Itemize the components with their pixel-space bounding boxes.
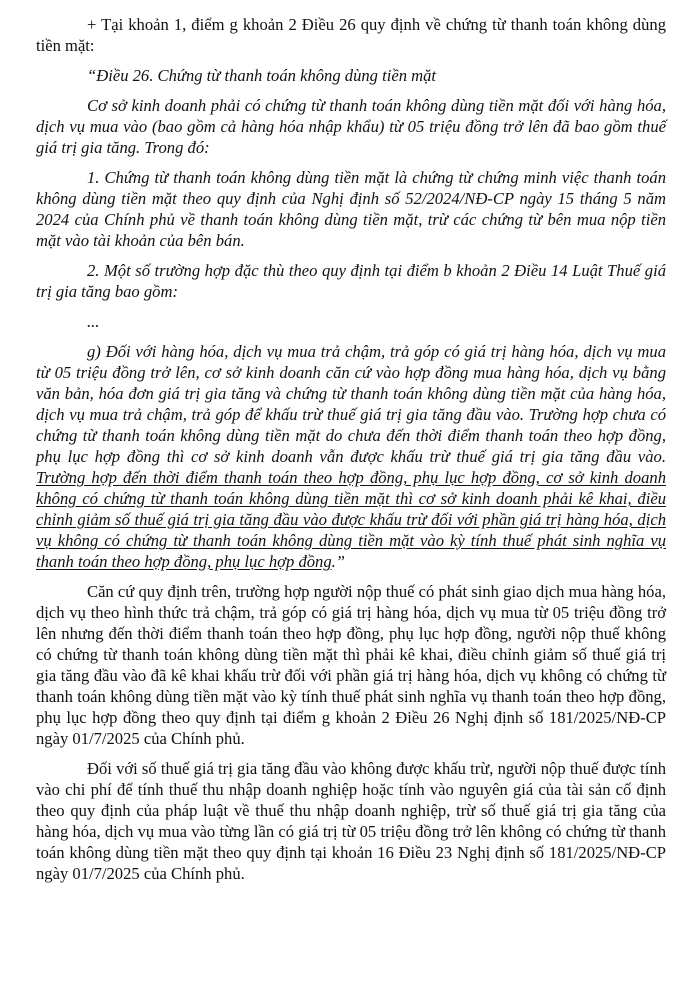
quote-paragraph-4 [36, 341, 666, 572]
quote-article-title: “Điều 26. Chứng từ thanh toán không dùng tiền mặt [87, 66, 437, 85]
intro-paragraph: + Tại khoản 1, điểm g khoản 2 Điều 26 quy định về chứng từ thanh toán không dùng tiền mặt: [36, 15, 666, 55]
quote-ellipsis: ... [87, 312, 100, 331]
quote-paragraph-2: 1. Chứng từ thanh toán không dùng tiền mặt là chứng từ chứng minh việc thanh toán không dùng tiền mặt theo quy định của Nghị định số 52/2024/NĐ-CP ngày 15 tháng 5 năm 2024 của Chính phủ về thanh toán không dùng tiền mặt, trừ các chứng từ bên mua nộp tiền mặt vào tài khoản của bên bán. [36, 168, 666, 250]
body-paragraph-2: Đối với số thuế giá trị gia tăng đầu vào không được khấu trừ, người nộp thuế được tính vào chi phí để tính thuế thu nhập doanh nghiệp hoặc tính vào nguyên giá của tài sản cố định theo quy định của pháp luật về thuế thu nhập doanh nghiệp, trừ số thuế giá trị gia tăng của hàng hóa, dịch vụ mua vào từng lần có giá trị từ 05 triệu đồng trở lên không có chứng từ thanh toán không dùng tiền mặt theo quy định tại khoản 16 Điều 23 Nghị định số 181/2025/NĐ-CP ngày 01/7/2025 của Chính phủ. [36, 759, 666, 883]
body-paragraph-1: Căn cứ quy định trên, trường hợp người nộp thuế có phát sinh giao dịch mua hàng hóa, dịch vụ theo hình thức trả chậm, trả góp có giá trị hàng hóa, dịch vụ mua từ 05 triệu đồng trở lên nhưng đến thời điểm thanh toán theo hợp đồng, phụ lục hợp đồng, người nộp thuế không có chứng từ thanh toán không dùng tiền mặt thì phải kê khai, điều chỉnh giảm số thuế giá trị gia tăng đầu vào đã kê khai khấu trừ đối với phần giá trị hàng hóa, dịch vụ không có chứng từ thanh toán không dùng tiền mặt vào kỳ tính thuế phát sinh nghĩa vụ thanh toán theo hợp đồng, phụ lục hợp đồng theo quy định tại điểm g khoản 2 Điều 26 Nghị định số 181/2025/NĐ-CP ngày 01/7/2025 của Chính phủ. [36, 582, 666, 748]
quote-paragraph-4-underlined: Trường hợp đến thời điểm thanh toán theo hợp đồng, phụ lục hợp đồng, cơ sở kinh doanh không có chứng từ thanh toán không dùng tiền mặt thì cơ sở kinh doanh phải kê khai, điều chỉnh giảm số thuế giá trị gia tăng đầu vào được khấu trừ đối với phần giá trị hàng hóa, dịch vụ không có chứng từ thanh toán không dùng tiền mặt vào kỳ tính thuế phát sinh nghĩa vụ thanh toán theo hợp đồng, phụ lục hợp đồng [36, 468, 666, 571]
quote-paragraph-4-end: .” [331, 552, 346, 571]
quote-paragraph-1: Cơ sở kinh doanh phải có chứng từ thanh toán không dùng tiền mặt đối với hàng hóa, dịch vụ mua vào (bao gồm cả hàng hóa nhập khẩu) từ 05 triệu đồng trở lên đã bao gồm thuế giá trị gia tăng. Trong đó: [36, 96, 666, 157]
quote-paragraph-4-plain: g) Đối với hàng hóa, dịch vụ mua trả chậm, trả góp có giá trị hàng hóa, dịch vụ mua từ 05 triệu đồng trở lên, cơ sở kinh doanh căn cứ vào hợp đồng mua hàng hóa, dịch vụ bằng văn bản, hóa đơn giá trị gia tăng và chứng từ thanh toán không dùng tiền mặt của hàng hóa, dịch vụ mua trả chậm, trả góp để khấu trừ thuế giá trị gia tăng đầu vào. Trường hợp chưa có chứng từ thanh toán không dùng tiền mặt do chưa đến thời điểm thanh toán theo hợp đồng, phụ lục hợp đồng thì cơ sở kinh doanh vẫn được khấu trừ thuế giá trị gia tăng đầu vào. [36, 342, 666, 466]
document-page [36, 14, 666, 893]
quote-paragraph-3: 2. Một số trường hợp đặc thù theo quy định tại điểm b khoản 2 Điều 14 Luật Thuế giá trị gia tăng bao gồm: [36, 261, 666, 301]
